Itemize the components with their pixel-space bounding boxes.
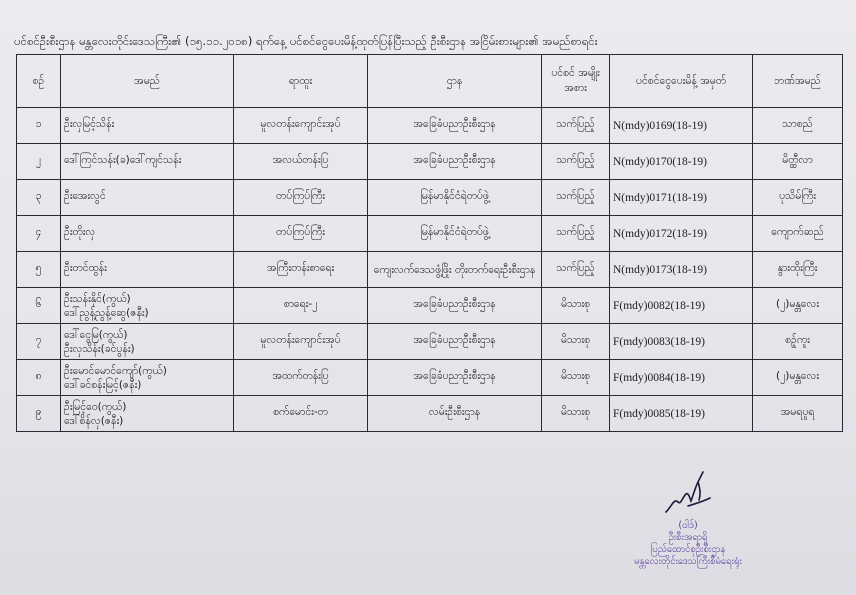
cell-no: ၂	[17, 144, 61, 180]
cell-dept: အခြေခံပညာဦးစီးဌာန	[368, 360, 542, 396]
cell-type: သက်ပြည့်	[542, 180, 610, 216]
cell-dept: လမ်းဦးစီးဌာန	[368, 396, 542, 432]
cell-rank: အလယ်တန်းပြ	[234, 144, 368, 180]
cell-order: N(mdy)0173(18-19)	[610, 252, 753, 288]
cell-no: ၅	[17, 252, 61, 288]
table-row	[17, 288, 843, 324]
signature-line-2: ဦးစီးအရာရှိ	[668, 532, 708, 543]
cell-no: ၃	[17, 180, 61, 216]
cell-type: မိသားစု	[542, 288, 610, 324]
cell-name	[61, 360, 234, 396]
table-row	[17, 216, 843, 252]
cell-order: N(mdy)0170(18-19)	[610, 144, 753, 180]
handwritten-signature	[658, 468, 718, 520]
cell-name	[61, 288, 234, 324]
cell-order: F(mdy)0083(18-19)	[610, 324, 753, 360]
cell-no: ၄	[17, 216, 61, 252]
cell-bank: သာစည်	[753, 108, 843, 144]
cell-order: N(mdy)0171(18-19)	[610, 180, 753, 216]
name-line-1: ဦးသန်းနိုင်(ကွယ်)	[64, 292, 131, 305]
cell-type: သက်ပြည့်	[542, 108, 610, 144]
cell-name	[61, 396, 234, 432]
cell-order: F(mdy)0082(18-19)	[610, 288, 753, 324]
header-order: ပင်စင်ငွေပေးမိန့် အမှတ်	[610, 55, 753, 108]
cell-dept: အခြေခံပညာဦးစီးဌာန	[368, 144, 542, 180]
table-row	[17, 252, 843, 288]
cell-type: သက်ပြည့်	[542, 252, 610, 288]
cell-order: N(mdy)0172(18-19)	[610, 216, 753, 252]
cell-no: ၇	[17, 324, 61, 360]
document-heading: ပင်စင်ဦးစီးဌာန မန္တလေးတိုင်းဒေသကြီး၏ (၁၅.၁၁.၂၀၁၈) ရက်နေ့ ပင်စင်ငွေပေးမိန့်ထုတ်ပြန်ပြီးသည့် ဦးစီးဌာန အငြိမ်းစားများ၏ အမည်စာရင်း	[14, 34, 598, 48]
name-line-1: ဦးမြင့်ဝေ(ကွယ်)	[64, 400, 127, 413]
name-line-2: ဒေါ်ခင်စန်းမြင့်(ဇနီး)	[64, 378, 142, 391]
cell-dept: ကျေးလက်ဒေသဖွံ့ဖြိုး တိုးတက်ရေးဦးစီးဌာန	[368, 252, 542, 288]
cell-no: ၁	[17, 108, 61, 144]
header-name: အမည်	[61, 55, 234, 108]
name-line-1: ဒေါ်ငွေမြ(ကွယ်)	[64, 328, 128, 341]
name-line-2: ဒေါ်စိန်လှ(ဇနီး)	[64, 414, 124, 427]
table-row	[17, 180, 843, 216]
cell-name: ဦးတိုးလှ	[61, 216, 234, 252]
cell-no: ၆	[17, 288, 61, 324]
signature-line-4: မန္တလေးတိုင်းဒေသကြီးစီမံရေးရုံး	[634, 556, 742, 567]
header-dept: ဌာန	[368, 55, 542, 108]
cell-bank: (၂)မန္တလေး	[753, 288, 843, 324]
cell-no: ၈	[17, 360, 61, 396]
cell-dept: အခြေခံပညာဦးစီးဌာန	[368, 108, 542, 144]
cell-dept: အခြေခံပညာဦးစီးဌာန	[368, 288, 542, 324]
header-type: ပင်စင် အမျိုးအစား	[542, 55, 610, 108]
cell-name: ဒေါ်ကြင်သန်း(ခ)ဒေါ်ကျင်သန်း	[61, 144, 234, 180]
cell-rank: တပ်ကြပ်ကြီး	[234, 180, 368, 216]
signature-line-3: ပြည်ထောင်စုဦးစီးဌာန	[650, 544, 726, 555]
cell-rank: စက်မောင်း-တ	[234, 396, 368, 432]
cell-bank: မိတ္ထီလာ	[753, 144, 843, 180]
table-row	[17, 108, 843, 144]
cell-rank: တပ်ကြပ်ကြီး	[234, 216, 368, 252]
header-bank: ဘဏ်အမည်	[753, 55, 843, 108]
table-row	[17, 396, 843, 432]
cell-type: သက်ပြည့်	[542, 144, 610, 180]
table-row	[17, 360, 843, 396]
cell-type: သက်ပြည့်	[542, 216, 610, 252]
cell-rank: အထက်တန်းပြ	[234, 360, 368, 396]
cell-type: မိသားစု	[542, 360, 610, 396]
table-row	[17, 324, 843, 360]
cell-rank: မူလတန်းကျောင်းအုပ်	[234, 324, 368, 360]
signature-block	[618, 468, 758, 588]
cell-bank: အမရပူရ	[753, 396, 843, 432]
cell-bank: စဉ့်ကူး	[753, 324, 843, 360]
cell-rank: စာရေး-၂	[234, 288, 368, 324]
cell-name: ဦးအေးလွင်	[61, 180, 234, 216]
cell-name: ဦးတင်ထွန်း	[61, 252, 234, 288]
cell-rank: အကြီးတန်းစာရေး	[234, 252, 368, 288]
header-no: စဉ်	[17, 55, 61, 108]
header-rank: ရာထူး	[234, 55, 368, 108]
cell-dept: မြန်မာနိုင်ငံရဲတပ်ဖွဲ့	[368, 216, 542, 252]
cell-bank: ကျောက်ဆည်	[753, 216, 843, 252]
cell-dept: အခြေခံပညာဦးစီးဌာန	[368, 324, 542, 360]
cell-bank: (၂)မန္တလေး	[753, 360, 843, 396]
cell-type: မိသားစု	[542, 396, 610, 432]
cell-order: F(mdy)0084(18-19)	[610, 360, 753, 396]
cell-dept: မြန်မာနိုင်ငံရဲတပ်ဖွဲ့	[368, 180, 542, 216]
table-row	[17, 144, 843, 180]
cell-bank: နွားထိုးကြီး	[753, 252, 843, 288]
cell-order: N(mdy)0169(18-19)	[610, 108, 753, 144]
cell-name: ဦးလှမြင့်သိန်း	[61, 108, 234, 144]
name-line-1: ဦးမောင်မောင်ကျော်(ကွယ်)	[64, 364, 167, 377]
signature-line-1: (ဝါဒ်)	[678, 520, 698, 531]
name-line-2: ဒေါ်ညွန့်ညွန့်ဆွေ(ဇနီး)	[64, 306, 149, 319]
cell-no: ၉	[17, 396, 61, 432]
name-line-2: ဦးလှသိန်း(ခင်ပွန်း)	[64, 342, 135, 355]
cell-bank: ပုသိမ်ကြီး	[753, 180, 843, 216]
cell-rank: မူလတန်းကျောင်းအုပ်	[234, 108, 368, 144]
cell-order: F(mdy)0085(18-19)	[610, 396, 753, 432]
cell-name	[61, 324, 234, 360]
table-header-row	[17, 55, 843, 108]
pension-table	[16, 54, 843, 432]
cell-type: မိသားစု	[542, 324, 610, 360]
